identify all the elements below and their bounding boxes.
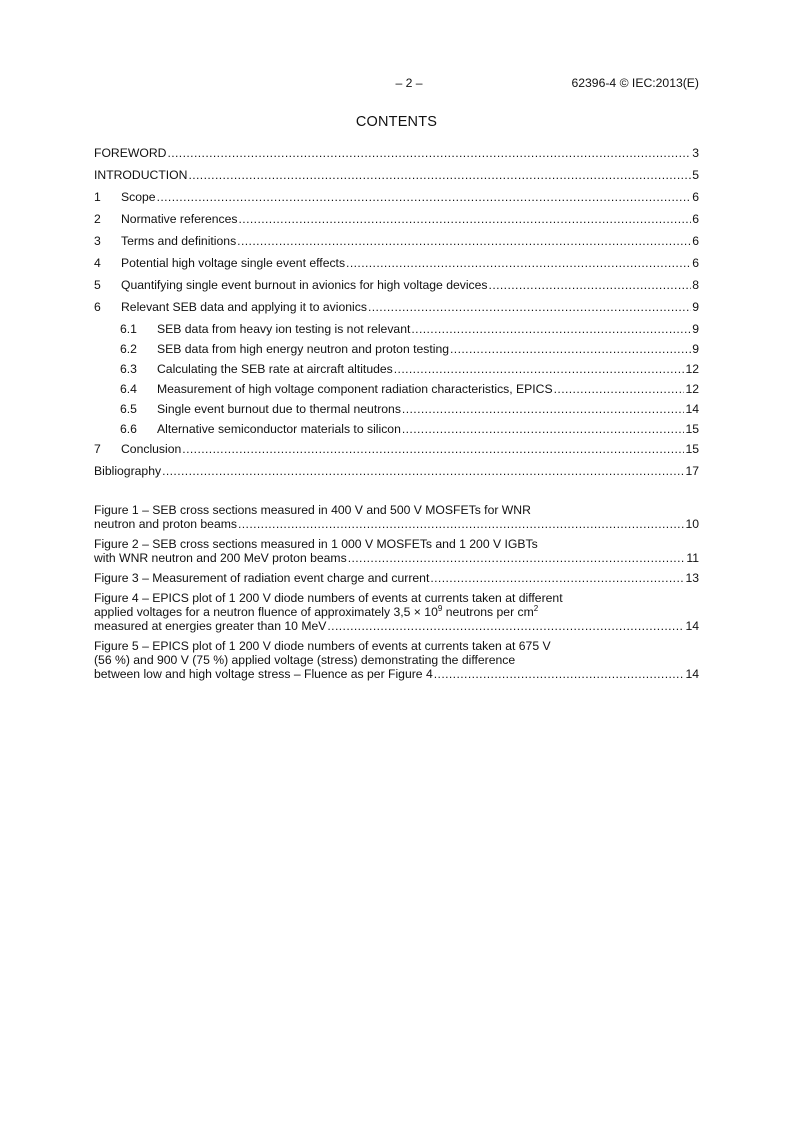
leader-dots [434,667,685,681]
figure-page: 13 [685,571,699,585]
toc-label: Potential high voltage single event effects [121,256,346,270]
figure-caption-line: Figure 1 – SEB cross sections measured in 400 V and 500 V MOSFETs for WNR [94,503,531,517]
toc-number: 6.5 [120,402,137,416]
figure-caption-line: measured at energies greater than 10 MeV [94,619,327,633]
leader-dots [238,517,684,531]
toc-page: 9 [692,300,699,314]
figure-caption-line: neutron and proton beams [94,517,237,531]
figure-page: 11 [686,551,699,565]
toc-number: 6.2 [120,342,137,356]
document-reference: 62396-4 © IEC:2013(E) [571,76,699,90]
figure-caption-line: Figure 4 – EPICS plot of 1 200 V diode numbers of events at currents taken at different [94,591,563,605]
toc-entry-6-3[interactable] [94,361,699,381]
leader-dots [402,421,685,437]
toc-page: 14 [685,402,699,416]
leader-dots [450,341,691,357]
figure-caption-line: applied voltages for a neutron fluence of approximately $3,5 \times 10^9$ neutrons per $cm^2$ [94,604,539,619]
leader-dots [239,211,692,227]
toc-page: 6 [692,234,699,248]
leader-dots [368,299,691,315]
page-header [94,76,699,92]
figure-entry-1[interactable] [94,503,699,531]
toc-label: Terms and definitions [121,234,237,248]
figure-caption-line: Figure 2 – SEB cross sections measured in 1 000 V MOSFETs and 1 200 V IGBTs [94,537,538,551]
leader-dots [430,571,684,585]
toc-entry-foreword[interactable] [94,145,699,167]
toc-label: Single event burnout due to thermal neutrons [157,402,401,416]
figure-page: 14 [685,619,699,633]
toc-page: 5 [692,168,699,182]
leader-dots [554,381,685,397]
page-number: – 2 – [395,76,423,90]
leader-dots [346,255,691,271]
toc-label: Relevant SEB data and applying it to avionics [121,300,367,314]
toc-number: 6 [94,300,101,314]
toc-label: Calculating the SEB rate at aircraft altitudes [157,362,393,376]
toc-entry-7[interactable] [94,441,699,463]
toc-label: FOREWORD [94,146,167,160]
toc-entry-1[interactable] [94,189,699,211]
leader-dots [348,551,686,565]
toc-page: 6 [692,256,699,270]
toc-entry-4[interactable] [94,255,699,277]
leader-dots [489,277,692,293]
leader-dots [167,145,691,161]
toc-entry-5[interactable] [94,277,699,299]
toc-page: 9 [692,342,699,356]
toc-page: 12 [685,382,699,396]
toc-number: 3 [94,234,101,248]
toc-entry-3[interactable] [94,233,699,255]
figure-entry-2[interactable] [94,537,699,565]
toc-entry-2[interactable] [94,211,699,233]
toc-number: 4 [94,256,101,270]
leader-dots [411,321,691,337]
leader-dots [327,619,684,633]
toc-number: 6.3 [120,362,137,376]
toc-entry-6[interactable] [94,299,699,321]
toc-label: Scope [121,190,156,204]
list-of-figures [94,503,699,687]
toc-page: 9 [692,322,699,336]
toc-number: 6.4 [120,382,137,396]
toc-label: SEB data from heavy ion testing is not relevant [157,322,411,336]
leader-dots [237,233,691,249]
toc-label: SEB data from high energy neutron and proton testing [157,342,450,356]
leader-dots [182,441,684,457]
leader-dots [402,401,685,417]
toc-entry-6-5[interactable] [94,401,699,421]
figure-caption-line: between low and high voltage stress – Fluence as per Figure 4 [94,667,433,681]
toc-number: 1 [94,190,101,204]
toc-number: 5 [94,278,101,292]
figure-entry-5[interactable] [94,639,699,681]
toc-label: Alternative semiconductor materials to silicon [157,422,401,436]
table-of-contents [94,145,699,485]
leader-dots [157,189,692,205]
toc-page: 6 [692,212,699,226]
figure-entry-3[interactable] [94,571,699,585]
figure-caption-line: Figure 5 – EPICS plot of 1 200 V diode numbers of events at currents taken at 675 V [94,639,551,653]
figure-page: 10 [685,517,699,531]
toc-entry-6-6[interactable] [94,421,699,441]
toc-page: 12 [685,362,699,376]
toc-page: 15 [685,442,699,456]
toc-label: INTRODUCTION [94,168,188,182]
toc-page: 8 [692,278,699,292]
toc-label: Conclusion [121,442,182,456]
toc-page: 17 [685,464,699,478]
figure-caption-line: with WNR neutron and 200 MeV proton beams [94,551,347,565]
toc-number: 6.6 [120,422,137,436]
figure-entry-4[interactable] [94,591,699,633]
toc-entry-introduction[interactable] [94,167,699,189]
toc-number: 2 [94,212,101,226]
toc-label: Bibliography [94,464,162,478]
leader-dots [162,463,684,479]
contents-title: CONTENTS [355,114,438,130]
figure-caption-line: (56 %) and 900 V (75 %) applied voltage (stress) demonstrating the difference [94,653,516,667]
toc-number: 6.1 [120,322,137,336]
leader-dots [394,361,685,377]
toc-label: Normative references [121,212,238,226]
toc-page: 15 [685,422,699,436]
toc-entry-6-2[interactable] [94,341,699,361]
toc-label: Quantifying single event burnout in avionics for high voltage devices [121,278,488,292]
figure-caption-line: Figure 3 – Measurement of radiation event charge and current [94,571,430,585]
toc-label: Measurement of high voltage component radiation characteristics, EPICS [157,382,553,396]
toc-number: 7 [94,442,101,456]
leader-dots [188,167,691,183]
toc-entry-6-1[interactable] [94,321,699,341]
toc-entry-bibliography[interactable] [94,463,699,485]
toc-entry-6-4[interactable] [94,381,699,401]
figure-page: 14 [685,667,699,681]
toc-page: 6 [692,190,699,204]
toc-page: 3 [692,146,699,160]
